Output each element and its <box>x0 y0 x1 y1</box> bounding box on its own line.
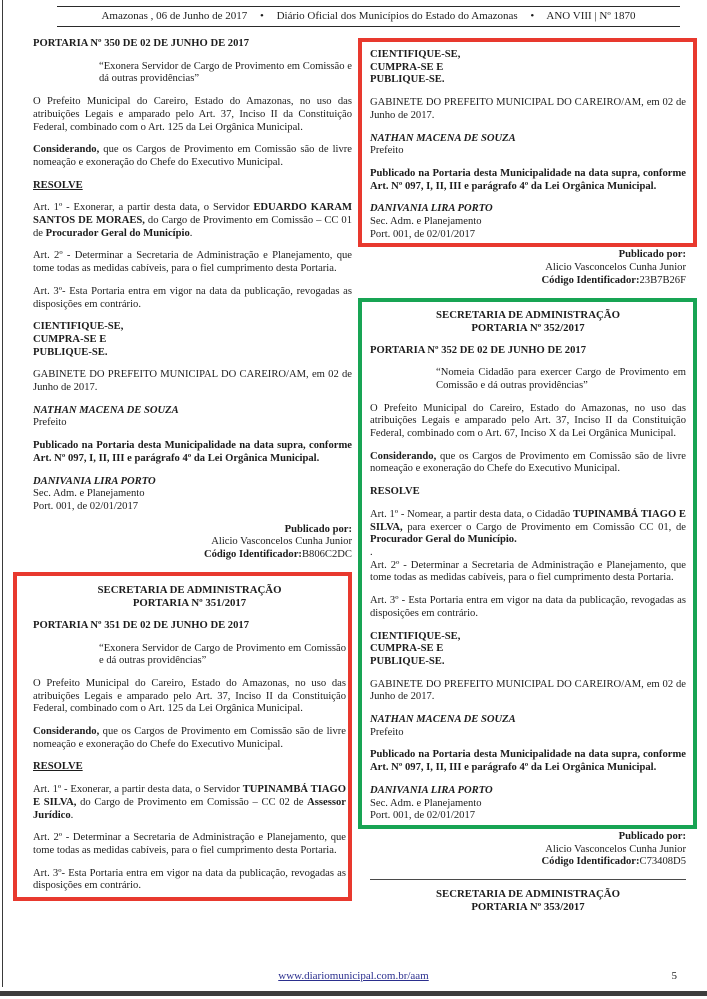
secretary-name: DANIVANIA LIRA PORTO <box>370 784 493 796</box>
mayor-role: Prefeito <box>370 145 404 157</box>
art1-text: do Cargo de Provimento em Comissão – CC 02 de <box>76 796 308 808</box>
secretary-signature-block <box>370 203 686 241</box>
mayor-role: Prefeito <box>370 726 404 738</box>
portaria-352-resolve-heading: RESOLVE <box>370 486 420 498</box>
red-highlight-box-portaria-351 <box>13 572 352 901</box>
art1-servant-name: EDUARDO KARAM SANTOS DE MORAES, <box>33 202 352 227</box>
mayor-signature-block <box>370 714 686 739</box>
footer-link[interactable]: www.diariomunicipal.com.br/aam <box>278 970 429 982</box>
secretary-role: Sec. Adm. e Planejamento <box>370 216 482 228</box>
portaria-353-heading: PORTARIA Nº 353/2017 <box>471 901 585 914</box>
mayor-role: Prefeito <box>33 417 67 429</box>
cientifique-block <box>370 631 686 669</box>
portaria-350-considerando <box>33 144 352 169</box>
art1-text: Art. 1º - Exonerar, a partir desta data, o Servidor <box>33 202 254 214</box>
publique-line: PUBLIQUE-SE. <box>370 74 445 86</box>
art1-text: Art. 1º - Nomear, a partir desta data, o Cidadão <box>370 508 573 520</box>
art1-citizen-name: TUPINAMBÁ TIAGO E SILVA, <box>370 508 686 533</box>
header-edition: ANO VIII | Nº 1870 <box>546 10 636 22</box>
portaria-351-art1 <box>33 784 346 822</box>
cientifique-block <box>370 49 686 87</box>
portaria-351-quote: “Exonera Servidor de Cargo de Provimento em Comissão e dá outras providências” <box>99 642 346 667</box>
cientifique-line: CIENTIFIQUE-SE, <box>370 630 461 642</box>
portaria-352-heading: PORTARIA Nº 352/2017 <box>471 321 585 334</box>
header-date: Amazonas , 06 de Junho de 2017 <box>101 10 248 22</box>
page-left-border <box>2 0 3 987</box>
cientifique-line: CIENTIFIQUE-SE, <box>33 321 124 333</box>
page-header <box>57 6 680 27</box>
secretary-signature-block <box>33 476 352 514</box>
publique-line: PUBLIQUE-SE. <box>370 655 445 667</box>
gabinete-paragraph: GABINETE DO PREFEITO MUNICIPAL DO CAREIRO/AM, em 02 de Junho de 2017. <box>370 678 686 703</box>
portaria-351-considerando <box>33 726 346 751</box>
publication-note: Publicado na Portaria desta Municipalidade na data supra, conforme Art. Nº 097, I, II, III e parágrafo 4º da Lei Orgânica Municipal. <box>370 167 686 192</box>
green-highlight-box-portaria-352 <box>358 298 697 829</box>
mayor-signature-block <box>370 133 686 158</box>
published-by-label: Publicado por: <box>618 249 686 261</box>
portaria-352-preamble: O Prefeito Municipal do Careiro, Estado do Amazonas, no uso das atribuições Legais e amparado pelo Art. 37, Inciso II da Constituição Federal, combinado com o Art. 67, Inciso X da Lei Orgânica Municipal. <box>370 402 686 440</box>
publication-note: Publicado na Portaria desta Municipalidade na data supra, conforme Art. Nº 097, I, II, III e parágrafo 4º da Lei Orgânica Municipal. <box>370 749 686 774</box>
art1-text: Art. 1º - Exonerar, a partir desta data, o Servidor <box>33 784 243 796</box>
mayor-name: NATHAN MACENA DE SOUZA <box>33 404 179 416</box>
mayor-signature-block <box>33 405 352 430</box>
portaria-352-title: PORTARIA Nº 352 DE 02 DE JUNHO DE 2017 <box>370 344 586 356</box>
section-heading: SECRETARIA DE ADMINISTRAÇÃO <box>436 308 620 321</box>
cumpra-line: CUMPRA-SE E <box>33 333 107 345</box>
portaria-352-quote: “Nomeia Cidadão para exercer Cargo de Provimento em Comissão e dá outras providências” <box>436 367 686 391</box>
art1-text: . <box>70 809 74 821</box>
portaria-350-title: PORTARIA Nº 350 DE 02 DE JUNHO DE 2017 <box>33 38 249 49</box>
right-column <box>370 38 686 914</box>
cumpra-line: CUMPRA-SE E <box>370 61 444 73</box>
secretary-port: Port. 001, de 02/01/2017 <box>370 228 476 240</box>
portaria-350-quote: “Exonera Servidor de Cargo de Provimento em Comissão e dá outras providências” <box>99 60 352 85</box>
publisher-name: Alicio Vasconcelos Cunha Junior <box>211 536 352 548</box>
stray-period-line: . <box>370 546 373 558</box>
header-bullet-icon: • <box>259 10 264 22</box>
secretary-port: Port. 001, de 02/01/2017 <box>33 500 139 512</box>
code-identifier-label: Código Identificador: <box>541 274 640 286</box>
page-bottom-bar <box>0 991 707 996</box>
publique-line: PUBLIQUE-SE. <box>33 346 108 358</box>
considerando-label: Considerando, <box>33 726 100 738</box>
secretary-name: DANIVANIA LIRA PORTO <box>370 203 493 215</box>
header-journal-title: Diário Oficial dos Municípios do Estado do Amazonas <box>276 10 518 22</box>
considerando-label: Considerando, <box>370 450 437 462</box>
cientifique-line: CIENTIFIQUE-SE, <box>370 49 461 60</box>
publication-note: Publicado na Portaria desta Municipalidade na data supra, conforme Art. Nº 097, I, II, III e parágrafo 4º da Lei Orgânica Municipal. <box>33 440 352 464</box>
publisher-credit-351 <box>370 249 686 287</box>
left-column <box>33 38 352 914</box>
portaria-351-art2: Art. 2º - Determinar a Secretaria de Administração e Planejamento, que tome todas as medidas cabíveis, para o fiel cumprimento desta Portaria. <box>33 832 346 856</box>
red-highlight-box-portaria-351-continuation <box>358 38 697 247</box>
code-identifier-label: Código Identificador: <box>203 549 302 561</box>
art1-role: Assessor Jurídico <box>33 796 346 821</box>
cumpra-line: CUMPRA-SE E <box>370 643 444 655</box>
publisher-name: Alicio Vasconcelos Cunha Junior <box>545 843 686 855</box>
portaria-352-art2: Art. 2º - Determinar a Secretaria de Administração e Planejamento, que tome todas as medidas cabíveis, para o fiel cumprimento desta Portaria. <box>370 559 686 584</box>
portaria-350-art2: Art. 2º - Determinar a Secretaria de Administração e Planejamento, que tome todas as medidas cabíveis, para o fiel cumprimento desta Portaria. <box>33 250 352 275</box>
portaria-350-art1 <box>33 202 352 240</box>
secretary-name: DANIVANIA LIRA PORTO <box>33 475 156 487</box>
publisher-credit-350 <box>33 524 352 562</box>
portaria-350-art3: Art. 3º- Esta Portaria entra em vigor na data da publicação, revogadas as disposições em contrário. <box>33 285 352 310</box>
secretary-role: Sec. Adm. e Planejamento <box>33 488 145 500</box>
art1-text: para exercer o Cargo de Provimento em Comissão CC 01, de <box>402 521 686 533</box>
secretary-role: Sec. Adm. e Planejamento <box>370 797 482 809</box>
portaria-352-considerando <box>370 451 686 476</box>
code-identifier-value: C73408D5 <box>639 856 686 868</box>
secretary-port: Port. 001, de 02/01/2017 <box>370 810 476 822</box>
mayor-name: NATHAN MACENA DE SOUZA <box>370 132 516 144</box>
published-by-label: Publicado por: <box>618 830 686 842</box>
art1-text: do Cargo de Provimento em Comissão – CC 01 de <box>33 215 352 239</box>
art1-text: . <box>189 227 193 239</box>
portaria-352-art1 <box>370 509 686 547</box>
publisher-name: Alicio Vasconcelos Cunha Junior <box>545 262 686 274</box>
gabinete-paragraph: GABINETE DO PREFEITO MUNICIPAL DO CAREIRO/AM, em 02 de Junho de 2017. <box>33 369 352 394</box>
cientifique-block <box>33 321 352 359</box>
section-heading: SECRETARIA DE ADMINISTRAÇÃO <box>97 583 282 596</box>
considerando-text: que os Cargos de Provimento em Comissão são de livre nomeação e exoneração do Chefe do Executivo Municipal. <box>33 144 352 168</box>
portaria-350-resolve-heading: RESOLVE <box>33 179 83 191</box>
publisher-credit-352 <box>370 831 686 869</box>
two-column-body <box>33 38 686 914</box>
portaria-351-resolve-heading: RESOLVE <box>33 761 83 773</box>
secretary-signature-block <box>370 785 686 823</box>
art1-role: Procurador Geral do Município <box>45 227 190 239</box>
code-identifier-value: 23B7B26F <box>639 274 686 286</box>
code-identifier-label: Código Identificador: <box>541 856 640 868</box>
portaria-351-art3: Art. 3º- Esta Portaria entra em vigor na data da publicação, revogadas as disposições em contrário. <box>33 867 346 892</box>
section-heading: SECRETARIA DE ADMINISTRAÇÃO <box>436 888 620 901</box>
mayor-name: NATHAN MACENA DE SOUZA <box>370 714 516 726</box>
code-identifier-value: B806C2DC <box>301 549 352 561</box>
portaria-351-title: PORTARIA Nº 351 DE 02 DE JUNHO DE 2017 <box>33 619 249 631</box>
portaria-350-preamble: O Prefeito Municipal do Careiro, Estado do Amazonas, no uso das atribuições Legais e amparado pelo Art. 37, Inciso II da Constituição Federal, combinado com o Art. 125 da Lei Orgânica Municipal. <box>33 96 352 133</box>
considerando-text: que os Cargos de Provimento em Comissão são de livre nomeação e exoneração do Chefe do Executivo Municipal. <box>370 450 686 475</box>
page-number: 5 <box>671 970 677 982</box>
footer <box>0 970 707 982</box>
considerando-text: que os Cargos de Provimento em Comissão são de livre nomeação e exoneração do Chefe do Executivo Municipal. <box>33 726 346 750</box>
portaria-351-preamble: O Prefeito Municipal do Careiro, Estado do Amazonas, no uso das atribuições Legais e amparado pelo Art. 37, Inciso II da Constituição Federal, combinado com o Art. 125 da Lei Orgânica Municipal. <box>33 677 346 715</box>
portaria-351-heading: PORTARIA Nº 351/2017 <box>132 596 247 609</box>
art1-servant-name: TUPINAMBÁ TIAGO E SILVA, <box>33 784 346 808</box>
art1-role: Procurador Geral do Município. <box>370 534 517 546</box>
published-by-label: Publicado por: <box>284 523 352 535</box>
portaria-352-art3: Art. 3º - Esta Portaria entra em vigor na data da publicação, revogadas as disposições em contrário. <box>370 595 686 619</box>
gabinete-paragraph: GABINETE DO PREFEITO MUNICIPAL DO CAREIRO/AM, em 02 de Junho de 2017. <box>370 97 686 121</box>
considerando-label: Considerando, <box>33 144 100 156</box>
section-divider <box>370 879 686 880</box>
header-bullet-icon: • <box>530 10 535 22</box>
